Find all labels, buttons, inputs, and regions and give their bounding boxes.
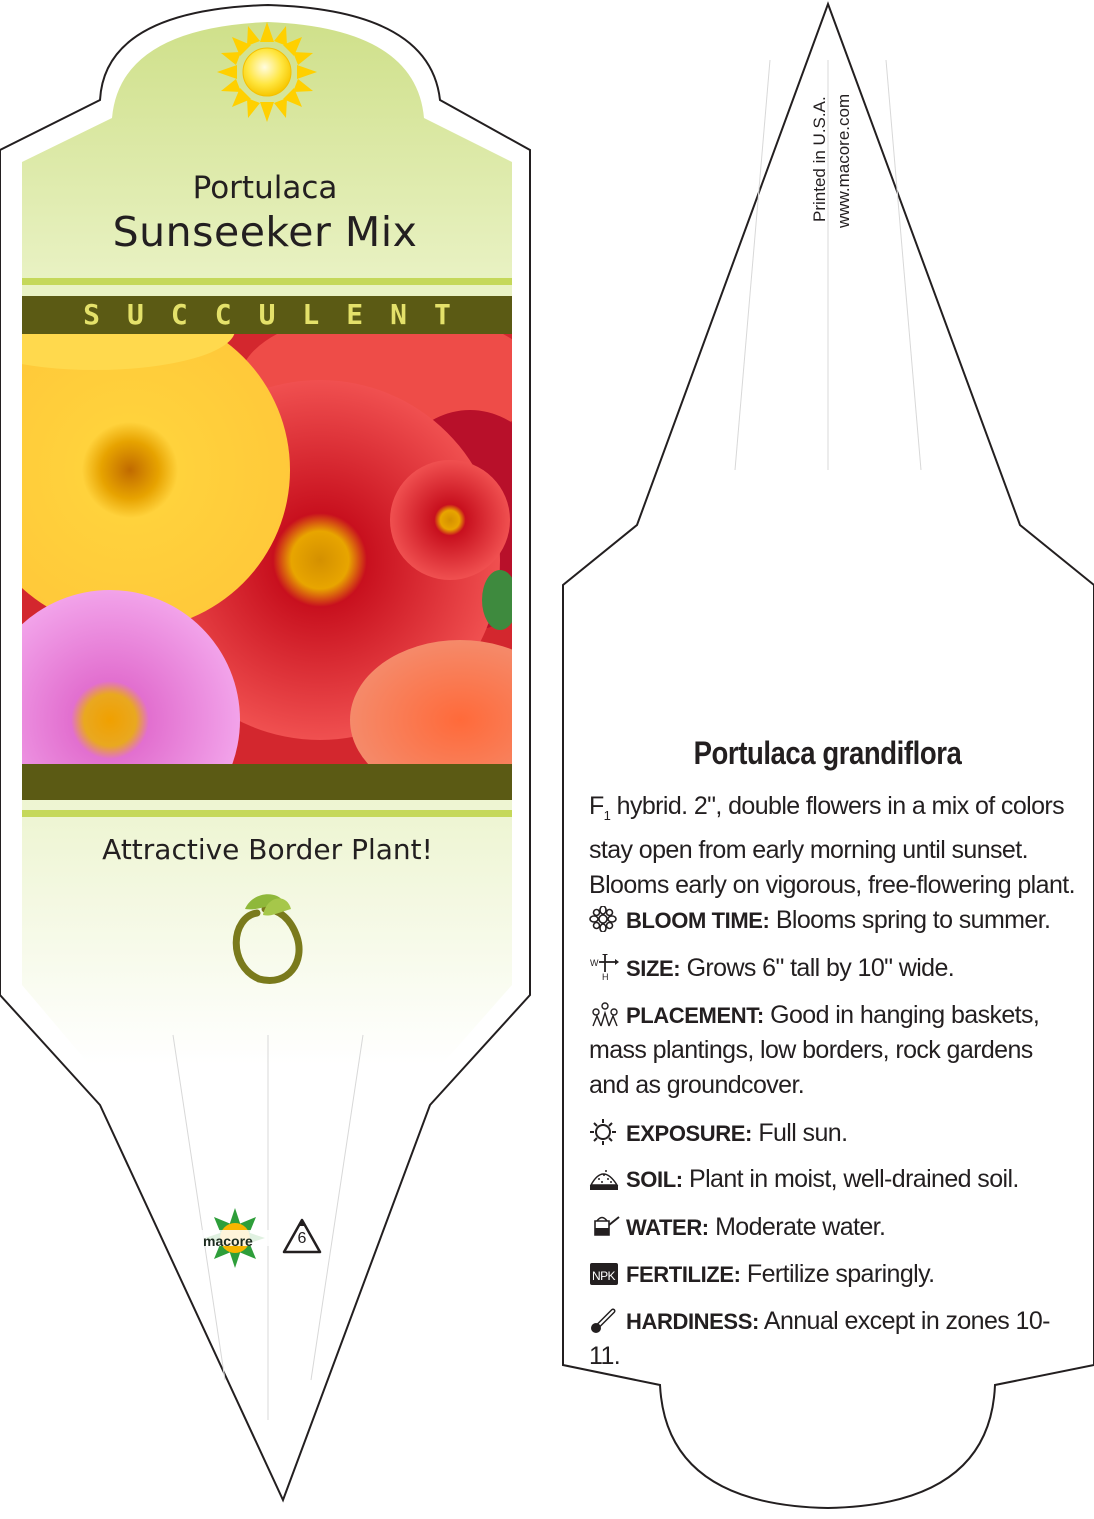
printed-info [770, 93, 880, 228]
soil-pile-icon [589, 1165, 621, 1191]
watering-can-icon [589, 1213, 621, 1239]
placement-flowers-icon [589, 1001, 621, 1027]
flower-outline-icon [589, 906, 621, 932]
sun-outline-icon [589, 1119, 621, 1145]
attr-soil [589, 1162, 1069, 1197]
attr-value: Fertilize sparingly. [740, 1260, 935, 1288]
website: www.macore.com [834, 93, 853, 228]
attr-value: Full sun. [751, 1119, 848, 1147]
attr-label: HARDINESS: [626, 1309, 759, 1334]
attr-value: Plant in moist, well-drained soil. [682, 1165, 1019, 1193]
macore-logo-text: macore [203, 1233, 253, 1249]
attr-label: FERTILIZE: [626, 1262, 741, 1287]
printed-in: Printed in U.S.A. [810, 96, 829, 222]
attr-hardiness [589, 1304, 1069, 1374]
attr-water [589, 1210, 1069, 1245]
attr-label: SOIL: [626, 1167, 683, 1192]
attr-label: WATER: [626, 1215, 709, 1240]
plant-category: SUCCULENT [83, 298, 478, 331]
thermometer-icon [589, 1307, 621, 1333]
photo-bottom-band [22, 764, 512, 800]
size-width-height-icon [589, 954, 621, 980]
plant-variety: Sunseeker Mix [112, 208, 418, 256]
tagline: Attractive Border Plant! [102, 833, 433, 866]
size-h-letter: H [602, 972, 608, 980]
attr-value: Good in hanging baskets, mass plantings, low borders, rock gardens and as groundcover. [589, 1001, 1040, 1099]
title-accent-line [22, 278, 512, 285]
attr-value: Grows 6" tall by 10" wide. [680, 954, 955, 982]
tagline-accent-line [22, 810, 512, 817]
npk-bag-icon [589, 1260, 621, 1286]
attr-value: Annual except in zones 10-11. [589, 1307, 1050, 1370]
attr-label: BLOOM TIME: [626, 908, 770, 933]
description-subscript: 1 [603, 808, 611, 823]
attr-value: Blooms spring to summer. [769, 906, 1051, 934]
description-text: hybrid. 2", double flowers in a mix of colors stay open from early morning until sunset. Blooms early on vigorous, free-flowering plant. [589, 792, 1075, 899]
description [589, 789, 1079, 903]
full-sun-icon [217, 22, 317, 122]
attr-label: EXPOSURE: [626, 1121, 752, 1146]
npk-letters: NPK [592, 1269, 615, 1283]
description-prefix: F [589, 792, 604, 820]
attr-size [589, 951, 1069, 986]
attr-label: PLACEMENT: [626, 1003, 764, 1028]
attr-value: Moderate water. [708, 1213, 886, 1241]
species-name: Portulaca grandiflora [693, 735, 962, 771]
attr-exposure [589, 1116, 1069, 1151]
attr-bloom-time [589, 903, 1069, 938]
attr-fertilize [589, 1257, 1069, 1292]
size-w-letter: W [590, 958, 598, 968]
recycle-code: 6 [297, 1230, 307, 1247]
plant-genus: Portulaca [192, 170, 338, 206]
attr-label: SIZE: [626, 956, 681, 981]
attr-placement [589, 998, 1069, 1103]
